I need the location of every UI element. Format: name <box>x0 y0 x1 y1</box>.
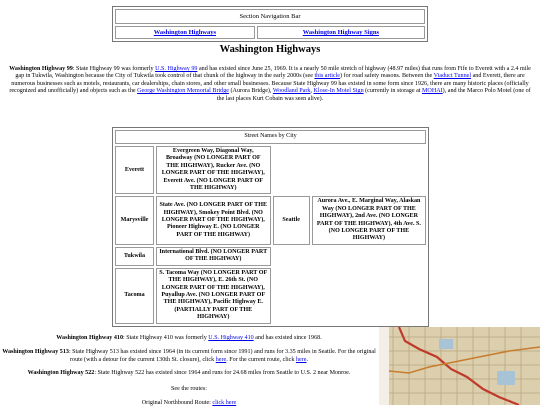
nav-link-washington-highways[interactable]: Washington Highways <box>153 29 217 36</box>
street-desc-tukwila: International Blvd. (NO LONGER PART OF THE HIGHWAY) <box>156 247 271 266</box>
highway-410-heading: Washington Highway 410 <box>56 335 123 341</box>
route-map-image <box>379 327 540 405</box>
klose-in-motel-sign-link[interactable]: Klose-In Motel Sign <box>313 88 364 95</box>
orig-route-label: Original Northbound Route: <box>141 400 213 406</box>
empty-cell <box>273 146 426 194</box>
intro-text: ), and the Marco Polo Motel (one of the last places Kurt Cobain was seen alive). <box>216 88 531 102</box>
nav-cell-highways <box>115 26 255 39</box>
street-names-table <box>112 127 429 327</box>
article-link[interactable]: this article <box>314 73 341 80</box>
hw513-text: : State Highway 513 has existed since 1964 (in its current form since 1991) and runs for 3.35 miles in Seattle. For the original route (with a detour for the current 130th St. closure), click <box>68 349 376 363</box>
street-desc-marysville: State Ave. (NO LONGER PART OF THE HIGHWAY), Smokey Point Blvd. (NO LONGER PART OF THE HIGHWAY), Pioneer Highway E. (NO LONGER PART OF THE HIGHWAY) <box>156 196 271 244</box>
current-route-link[interactable]: here <box>295 356 307 363</box>
city-cell-tacoma: Tacoma <box>115 268 154 324</box>
page-title: Washington Highways <box>219 44 321 55</box>
woodland-park-link[interactable]: Woodland Park <box>272 88 311 95</box>
intro-text: (currently in storage at <box>363 88 423 95</box>
intro-text: and Everett, there are numerous businesses such as motels, restaurants, car dealerships, chain stores, and other small businesses. Because State Highway 99 has existed in some form since 1926, there are many historic places (officially recognized and unofficially) and objects such as the <box>9 73 529 95</box>
nav-link-washington-highway-signs[interactable]: Washington Highway Signs <box>302 29 379 36</box>
street-desc-everett: Evergreen Way, Diagonal Way, Broadway (NO LONGER PART OF THE HIGHWAY), Rucker Ave. (NO LONGER PART OF THE HIGHWAY), Everett Ave. (NO LONGER PART OF THE HIGHWAY) <box>156 146 271 194</box>
intro-text: ) for road safety reasons. Between the <box>340 73 434 80</box>
city-cell-marysville: Marysville <box>115 196 154 244</box>
intro-text: : State Highway 99 was formerly <box>72 66 156 72</box>
highway-522-paragraph <box>0 370 378 378</box>
original-northbound-route-link[interactable]: click here <box>212 400 237 406</box>
street-desc-tacoma: S. Tacoma Way (NO LONGER PART OF THE HIGHWAY), E. 26th St. (NO LONGER PART OF THE HIGHWAY), Puyallup Ave. (NO LONGER PART OF THE HIGHWAY), Pacific Highway E. (PARTIALLY PART OF THE HIGHWAY) <box>156 268 271 324</box>
route-map-drawing <box>379 327 540 405</box>
street-table-caption: Street Names by City <box>115 130 426 144</box>
hw410-text: and has existed since 1968. <box>253 335 322 341</box>
nav-bar-title: Section Navigation Bar <box>115 9 425 24</box>
city-cell-tukwila: Tukwila <box>115 247 154 266</box>
city-cell-everett: Everett <box>115 146 154 194</box>
hw513-text: . For the current route, click <box>226 356 296 363</box>
highway-99-heading: Washington Highway 99 <box>9 66 73 72</box>
section-navigation-bar <box>112 6 428 42</box>
hw522-text: : State Highway 522 has existed since 1964 and runs for 24.68 miles from Seattle to U.S. 2 near Monroe. <box>94 370 351 376</box>
see-routes-text: See the routes: <box>171 386 207 392</box>
highway-99-paragraph <box>6 66 534 103</box>
original-northbound-route <box>0 400 378 408</box>
hw410-text: : State Highway 410 was formerly <box>123 335 209 341</box>
original-route-link[interactable]: here <box>215 356 227 363</box>
hw513-text: . <box>306 356 308 363</box>
intro-text: , <box>310 88 314 95</box>
nav-cell-signs <box>257 26 425 39</box>
highway-410-paragraph <box>0 335 378 343</box>
highway-513-heading: Washington Highway 513 <box>2 349 69 355</box>
viaduct-tunnel-link[interactable]: Viaduct Tunnel <box>433 73 472 80</box>
street-desc-seattle: Aurora Ave., E. Marginal Way, Alaskan Way (NO LONGER PART OF THE HIGHWAY), 2nd Ave. (NO LONGER PART OF THE HIGHWAY), 4th Ave. S. (NO LONGER PART OF THE HIGHWAY) <box>312 196 426 244</box>
mohai-link[interactable]: MOHAI <box>422 88 443 95</box>
us-99-link[interactable]: U.S. Highway 99 <box>155 66 198 72</box>
highway-522-heading: Washington Highway 522 <box>27 370 95 376</box>
us-410-link[interactable]: U.S. Highway 410 <box>208 335 254 341</box>
highway-513-paragraph <box>0 349 378 364</box>
intro-text: and has existed since June 25, 1969. It is a nearly 50 mile stretch of highway (48.97 miles) that runs from Fife to Everett with a 2.4 mile gap in Tukwila, Washington because the City of Tukwila took control of that chunk of the highway in the early 2000s (see <box>15 66 531 80</box>
intro-text: (Aurora Bridge), <box>228 88 273 95</box>
memorial-bridge-link[interactable]: George Washington Memorial Bridge <box>137 88 229 95</box>
city-cell-seattle: Seattle <box>273 196 310 244</box>
